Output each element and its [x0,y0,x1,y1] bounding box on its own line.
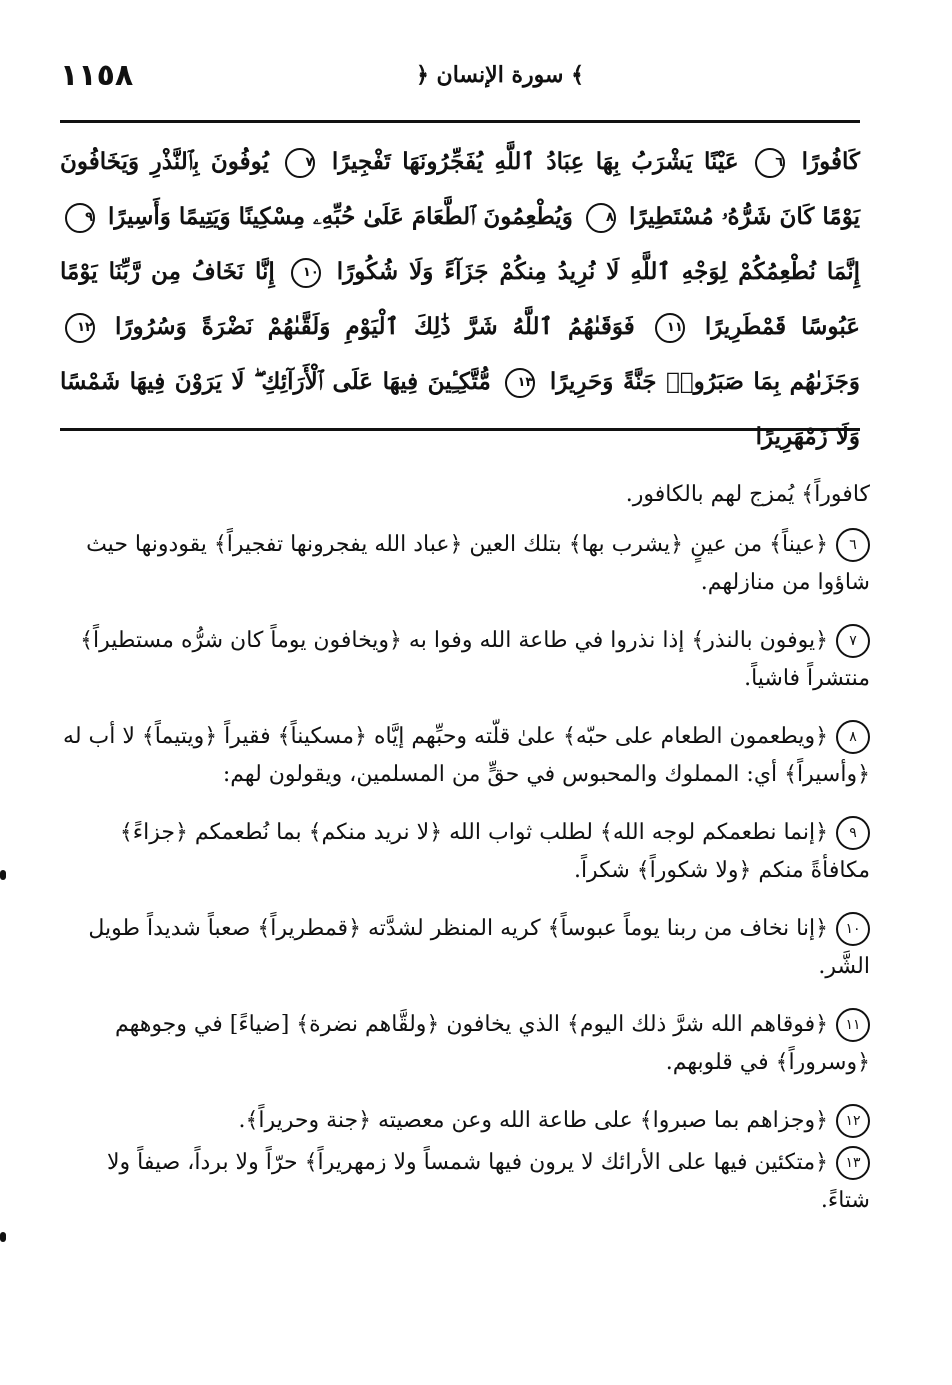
tafsir-entry [60,1006,870,1082]
verse-number-badge: ٧ [836,624,870,658]
tafsir-entry [60,622,870,698]
verse-text: كَافُورًا [801,148,860,175]
verse-number-badge: ١١ [836,1008,870,1042]
verse-marker: ١٢ [65,313,95,343]
verse-number-badge: ٨ [836,720,870,754]
surah-title: ﴿ سورة الإنسان ﴾ [415,62,584,88]
verse-text: وَيُطْعِمُونَ ٱلطَّعَامَ عَلَىٰ حُبِّهِۦ مِسْكِينًا وَيَتِيمًا وَأَسِيرًا [108,203,573,230]
tafsir-entry [60,476,870,514]
header-divider [60,120,860,123]
verse-marker: ٧ [285,148,315,178]
tafsir-entry [60,910,870,986]
tafsir-entry [60,1102,870,1140]
verse-number-badge: ٦ [836,528,870,562]
tafsir-text: ﴿وجزاهم بما صبروا﴾ على طاعة الله وعن معصيته ﴿جنة وحريراً﴾. [238,1108,828,1133]
verse-number-badge: ١٠ [836,912,870,946]
tafsir-text: ﴿إنا نخاف من ربنا يوماً عبوساً﴾ كريه المنظر لشدَّته ﴿قمطريراً﴾ صعباً شديداً طويل الشَّر. [81,916,870,979]
verse-marker: ٦ [755,148,785,178]
verse-marker: ٩ [65,203,95,233]
tafsir-text: ﴿يوفون بالنذر﴾ إذا نذروا في طاعة الله وفوا به ﴿ويخافون يوماً كان شرُّه مستطيراً﴾ منتشراً فاشياً. [73,628,870,691]
quran-verses [60,134,860,464]
verse-text: يُوفُونَ بِٱلنَّذْرِ وَيَخَافُونَ يَوْمًا كَانَ شَرُّهُۥ مُسْتَطِيرًا [60,148,860,230]
verse-marker: ١٣ [505,368,535,398]
tafsir-entry [60,1144,870,1220]
verse-number-badge: ١٢ [836,1104,870,1138]
page-number: ١١٥٨ [60,58,134,93]
scan-artifact [0,870,6,880]
tafsir-entry [60,814,870,890]
tafsir-text: كافوراً﴾ يُمزج لهم بالكافور. [625,482,870,507]
verse-marker: ١١ [655,313,685,343]
verse-text: وَجَزَىٰهُم بِمَا صَبَرُوا۟ جَنَّةً وَحَرِيرًا [549,368,860,395]
tafsir-text: ﴿ويطعمون الطعام على حبّه﴾ علىٰ قلّته وحبِّهم إيَّاه ﴿مسكيناً﴾ فقيراً ﴿ويتيماً﴾ لا أب له ﴿وأسيراً﴾ أي: المملوك والمحبوس في حقٍّ من المسلمين، ويقولون لهم: [56,724,870,787]
verse-text: مُّتَّكِـِٔينَ فِيهَا عَلَى ٱلْأَرَآئِكِ ۖ لَا يَرَوْنَ فِيهَا شَمْسًا وَلَا زَمْهَرِيرًا [60,368,860,450]
page-header [60,58,872,102]
tafsir-text: ﴿عيناً﴾ من عينٍ ﴿يشرب بها﴾ بتلك العين ﴿عباد الله يفجرونها تفجيراً﴾ يقودونها حيث شاؤوا من منازلهم. [79,532,870,595]
tafsir-entry [60,526,870,602]
verse-marker: ٨ [586,203,616,233]
tafsir-text: ﴿متكئين فيها على الأرائك لا يرون فيها شمساً ولا زمهريراً﴾ حرّاً ولا برداً، صيفاً ولا شتاءً. [99,1150,870,1213]
verse-text: إِنَّا نَخَافُ مِن رَّبِّنَا يَوْمًا عَبُوسًا قَمْطَرِيرًا [60,258,860,340]
verse-number-badge: ٩ [836,816,870,850]
tafsir-entry [56,718,870,794]
tafsir-text: ﴿إنما نطعمكم لوجه الله﴾ لطلب ثواب الله ﴿لا نريد منكم﴾ بما نُطعمكم ﴿جزاءً﴾ مكافأةً منكم ﴿ولا شكوراً﴾ شكراً. [112,820,870,883]
scan-artifact [0,1232,6,1242]
verse-text: إِنَّمَا نُطْعِمُكُمْ لِوَجْهِ ٱللَّهِ لَا نُرِيدُ مِنكُمْ جَزَآءً وَلَا شُكُورًا [336,258,861,285]
verse-text: عَيْنًا يَشْرَبُ بِهَا عِبَادُ ٱللَّهِ يُفَجِّرُونَهَا تَفْجِيرًا [331,148,739,175]
verse-marker: ١٠ [291,258,321,288]
tafsir-text: ﴿فوقاهم الله شرَّ ذلك اليوم﴾ الذي يخافون ﴿ولقَّاهم نضرة﴾ [ضياءً] في وجوههم ﴿وسروراً﴾ في قلوبهم. [107,1012,870,1075]
verse-text: فَوَقَىٰهُمُ ٱللَّهُ شَرَّ ذَٰلِكَ ٱلْيَوْمِ وَلَقَّىٰهُمْ نَضْرَةً وَسُرُورًا [115,313,635,340]
tafsir-commentary [56,476,870,1220]
verse-number-badge: ١٣ [836,1146,870,1180]
verses-divider [60,428,860,431]
